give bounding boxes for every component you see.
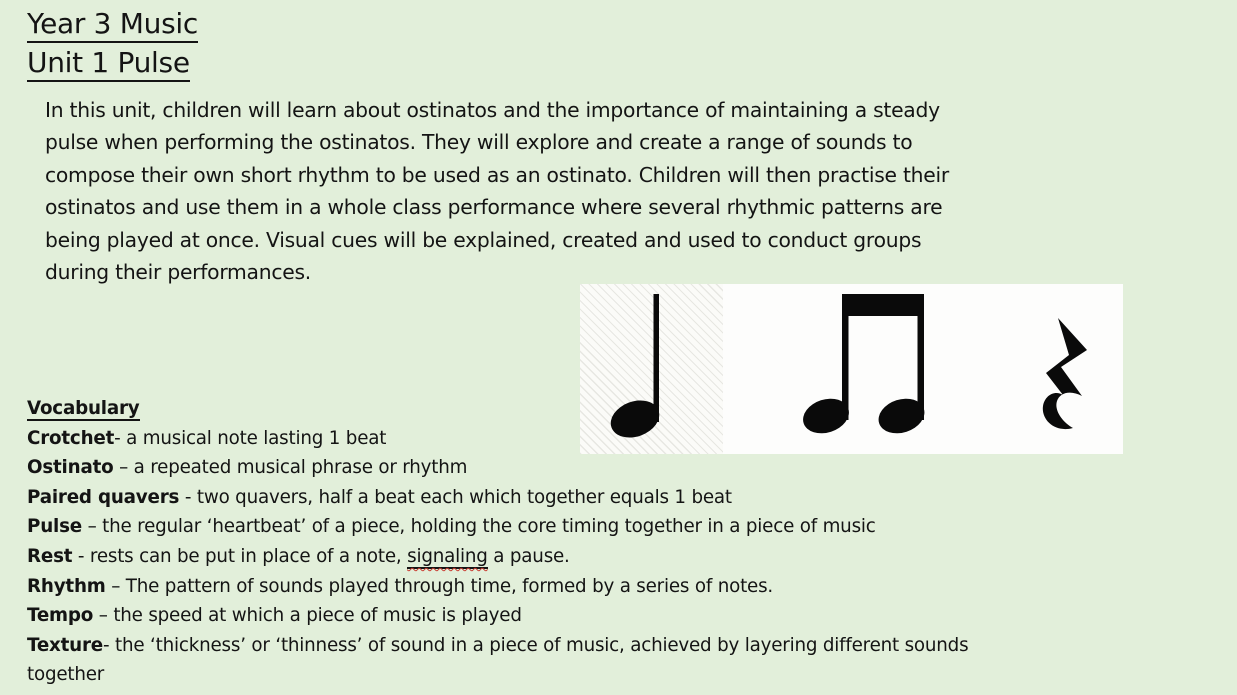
title-line-1 [27,4,198,43]
vocabulary-section [27,394,1012,690]
vocab-term: Tempo [27,605,94,627]
vocab-row [27,453,1012,483]
title-line-2 [27,43,198,82]
document-title [27,4,198,82]
vocab-row [27,631,1012,690]
vocab-row [27,424,1012,454]
vocab-row [27,542,1012,572]
vocab-separator: – [113,457,134,479]
vocab-definition: a musical note lasting 1 beat [126,427,387,449]
vocab-definition: The pattern of sounds played through time, formed by a series of notes. [125,575,774,597]
vocab-definition: the ‘thickness’ or ‘thinness’ of sound in a piece of music, achieved by layering different sounds together [27,634,969,686]
intro-paragraph: In this unit, children will learn about ostinatos and the importance of maintaining a steady pulse when performing the ostinatos. They will explore and create a range of sounds to compose their own short rhythm to be used as an ostinato. Children will then practise their ostinatos and use them in a whole class performance where several rhythmic patterns are being played at once. Visual cues will be explained, created and used to conduct groups during their performances. [45,98,949,285]
vocab-term: Ostinato [27,457,114,479]
vocab-definition: a pause. [487,545,570,567]
vocab-separator: - [72,545,90,567]
vocab-term: Crotchet [27,427,115,449]
vocab-term: Texture [27,634,103,656]
title-text-unit: Unit 1 Pulse [27,46,190,82]
vocab-definition: rests can be put in place of a note, [89,545,408,567]
vocab-separator: - [103,634,116,656]
vocab-separator: - [179,486,197,508]
vocab-row [27,572,1012,602]
vocabulary-list [27,424,1012,690]
vocab-separator: – [81,516,103,538]
vocab-flagged-word [407,546,488,569]
vocab-row [27,601,1012,631]
vocab-separator: – [93,605,114,627]
vocab-row [27,483,1012,513]
vocabulary-heading-line [27,394,1012,424]
spellcheck-squiggle: signaling [407,545,488,567]
vocab-definition: two quavers, half a beat each which together equals 1 beat [196,486,732,508]
vocabulary-heading: Vocabulary [27,398,140,419]
vocab-definition: the speed at which a piece of music is played [113,605,522,627]
title-text-year: Year 3 Music [27,7,198,43]
vocab-separator: – [105,575,126,597]
vocab-row [27,512,1012,542]
vocab-term: Rest [27,545,73,567]
vocab-term: Pulse [27,516,82,538]
crotchet-rest-icon [1035,316,1093,440]
vocab-definition: the regular ‘heartbeat’ of a piece, holding the core timing together in a piece of music [102,516,876,538]
vocab-definition: a repeated musical phrase or rhythm [133,457,468,479]
vocab-term: Rhythm [27,575,106,597]
vocab-term: Paired quavers [27,486,180,508]
vocab-separator: - [114,427,127,449]
